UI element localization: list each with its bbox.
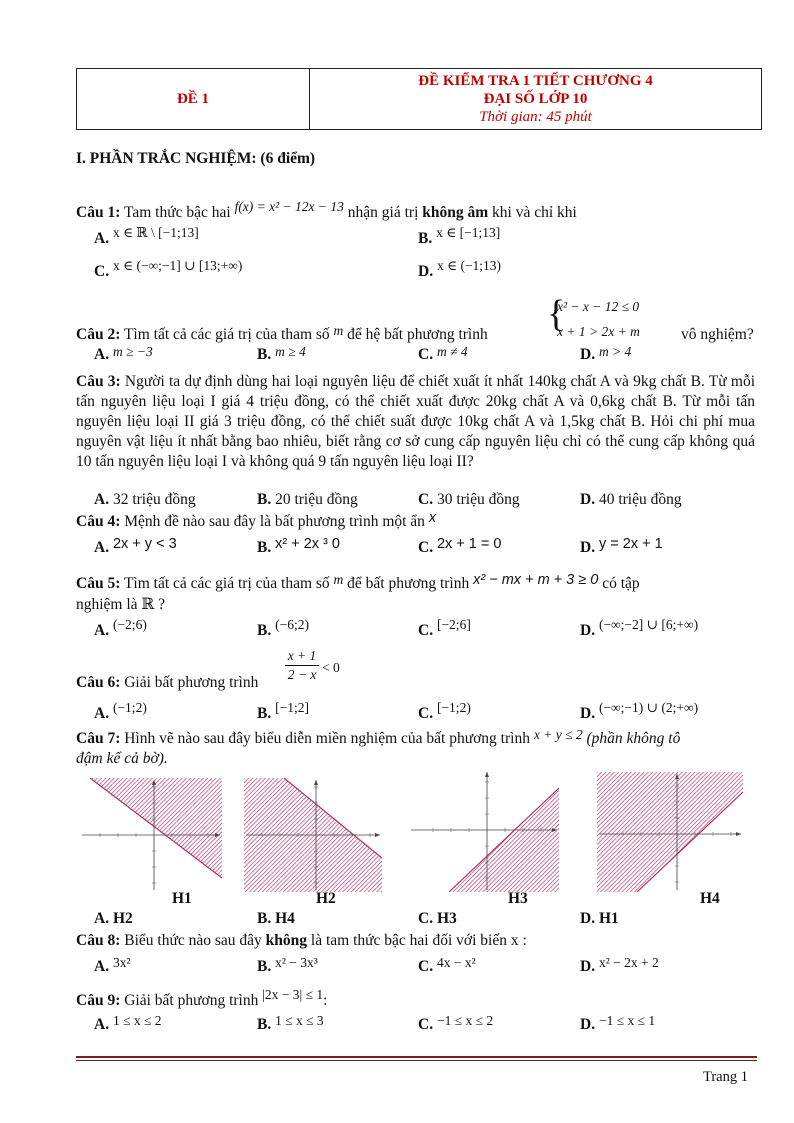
q2-text: Tìm tất cả các giá trị của tham số xyxy=(120,326,334,343)
question-3 xyxy=(76,372,755,472)
q8-label: Câu 8: xyxy=(76,932,121,949)
y-arrow-icon xyxy=(485,772,489,777)
q6-option-a-text: (−1;2) xyxy=(112,700,147,715)
q6-label: Câu 6: xyxy=(76,674,121,691)
q7-option-c-text: H3 xyxy=(436,910,457,927)
q2-tail: vô nghiệm? xyxy=(681,326,754,343)
q5-formula: x² − mx + m + 3 ≥ 0 xyxy=(473,572,599,588)
footer-rule-thin xyxy=(76,1060,757,1061)
graph-label-h3: H3 xyxy=(508,890,528,907)
q9-tail: : xyxy=(323,992,328,1009)
q7-option-b-text: H4 xyxy=(275,910,295,927)
q2-param: m xyxy=(333,323,344,338)
q9-option-d-text: −1 ≤ x ≤ 1 xyxy=(598,1013,656,1028)
q5-param: m xyxy=(333,572,344,587)
q9-formula: |2x − 3| ≤ 1 xyxy=(262,987,324,1002)
q2-option-c-text: m ≠ 4 xyxy=(436,344,468,359)
graph-h3 xyxy=(409,770,559,892)
q9-option-b-text: 1 ≤ x ≤ 3 xyxy=(275,1013,324,1028)
q5-tail: có tập xyxy=(598,575,640,592)
exam-title-cell xyxy=(310,69,762,130)
exam-title: ĐỀ KIỂM TRA 1 TIẾT CHƯƠNG 4 xyxy=(418,73,653,89)
footer-rule xyxy=(76,1056,757,1058)
q2-option-d-text: m > 4 xyxy=(598,344,632,359)
q2-option-d[interactable]: D. m > 4 xyxy=(580,344,632,363)
q1-bold: không âm xyxy=(422,204,489,221)
q7-note1: (phần không tô xyxy=(582,730,681,747)
q4-option-d-text: y = 2x + 1 xyxy=(598,536,663,552)
q4-option-b[interactable]: B. x² + 2x ³ 0 xyxy=(257,536,340,556)
q2-system-line2: x + 1 > 2x + m xyxy=(557,324,640,339)
q2-system-line1: x² − x − 12 ≤ 0 xyxy=(557,299,640,314)
q5-label: Câu 5: xyxy=(76,575,121,592)
q4-option-c-text: 2x + 1 = 0 xyxy=(436,536,502,552)
q5-option-c-text: [−2;6] xyxy=(436,617,471,632)
graph-h2 xyxy=(244,778,382,892)
q3-option-c[interactable]: C. 30 triệu đồng xyxy=(418,491,520,508)
q6-fraction xyxy=(285,648,319,683)
q1-label: Câu 1: xyxy=(76,204,121,221)
q9-text: Giải bất phương trình xyxy=(120,992,263,1009)
q6-denominator: 2 − x xyxy=(287,667,317,682)
q1-text-c: khi và chỉ khi xyxy=(488,204,577,221)
q2-option-b-text: m ≥ 4 xyxy=(275,344,306,359)
question-1 xyxy=(76,199,577,222)
q8-option-d[interactable]: D. x² − 2x + 2 xyxy=(580,955,659,975)
q1-text: Tam thức bậc hai xyxy=(120,204,235,221)
q4-text: Mệnh đề nào sau đây là bất phương trình một ẩn xyxy=(120,513,429,530)
x-arrow-icon xyxy=(736,832,741,836)
q5-option-d[interactable]: D. (−∞;−2] ∪ [6;+∞) xyxy=(580,617,699,639)
q1-option-d-text: x ∈ (−1;13) xyxy=(436,258,502,273)
q2-text-b: để hệ bất phương trình xyxy=(343,326,488,343)
q7-label: Câu 7: xyxy=(76,730,121,747)
q6-option-b-text: [−1;2] xyxy=(275,700,309,715)
q2-system xyxy=(547,293,640,344)
q2-option-b[interactable]: B. m ≥ 4 xyxy=(257,344,306,363)
q5-option-b[interactable]: B. (−6;2) xyxy=(257,617,309,639)
q6-option-d[interactable]: D. (−∞;−1) ∪ (2;+∞) xyxy=(580,700,699,722)
q3-option-c-text: 30 triệu đồng xyxy=(436,491,520,508)
q1-option-c-text: x ∈ (−∞;−1] ∪ [13;+∞) xyxy=(112,258,243,273)
q7-option-a[interactable]: A. H2 xyxy=(94,910,133,927)
q1-formula: f(x) = x² − 12x − 13 xyxy=(234,199,344,214)
hatched-region xyxy=(597,772,743,892)
q3-text: Người ta dự định dùng hai loại nguyên liệu để chiết xuất ít nhất 140kg chất A và 9kg chất B. Từ mỗi tấn nguyên liệu loại I giá 4 triệu đồng, có thể chiết xuất được 20kg chất A và 0,6kg chất B. Từ mỗi tấn nguyên liệu loại II giá 3 triệu đồng, có thể chiết suất được 10kg chất A và 1,5kg chất B. Hỏi chi phí mua nguyên vật liệu ít nhất bằng bao nhiêu, biết rằng cơ sở cung cấp nguyên liệu chỉ có thể cung cấp không quá 10 tấn nguyên liệu loại I và không quá 9 tấn nguyên liệu loại II? xyxy=(76,373,755,470)
q7-note2: đậm kể cả bờ). xyxy=(76,750,168,767)
q1-option-d[interactable]: D. x ∈ (−1;13) xyxy=(418,258,502,280)
q4-option-d[interactable]: D. y = 2x + 1 xyxy=(580,536,663,556)
y-arrow-icon xyxy=(314,780,318,785)
graph-h1 xyxy=(80,778,222,892)
q4-option-a[interactable]: A. 2x + y < 3 xyxy=(94,536,177,556)
q8-option-b[interactable]: B. x² − 3x³ xyxy=(257,955,318,975)
q4-option-b-text: x² + 2x ³ 0 xyxy=(275,536,340,552)
q5-line2: nghiệm là ℝ ? xyxy=(76,596,166,613)
q6-text: Giải bất phương trình xyxy=(120,674,259,691)
q5-option-d-text: (−∞;−2] ∪ [6;+∞) xyxy=(598,617,699,632)
q7-option-b[interactable]: B. H4 xyxy=(257,910,295,927)
q9-option-c[interactable]: C. −1 ≤ x ≤ 2 xyxy=(418,1013,494,1033)
q2-option-a[interactable]: A. m ≥ −3 xyxy=(94,344,153,363)
q1-option-b-text: x ∈ [−1;13] xyxy=(436,225,501,240)
q3-option-b-text: 20 triệu đồng xyxy=(275,491,358,508)
q5-option-b-text: (−6;2) xyxy=(275,617,309,632)
q4-option-a-text: 2x + y < 3 xyxy=(112,536,177,552)
q8-option-c-text: 4x − x² xyxy=(436,955,476,970)
q1-option-a-text: x ∈ ℝ \ [−1;13] xyxy=(112,225,199,240)
q4-label: Câu 4: xyxy=(76,513,121,530)
q4-var: x xyxy=(428,510,437,526)
q2-option-a-text: m ≥ −3 xyxy=(112,344,153,359)
q6-numerator: x + 1 xyxy=(287,648,317,663)
q9-option-c-text: −1 ≤ x ≤ 2 xyxy=(436,1013,494,1028)
question-5 xyxy=(76,574,755,594)
exam-time: Thời gian: 45 phút xyxy=(479,109,592,125)
q6-relation: < 0 xyxy=(322,660,340,675)
q2-option-c[interactable]: C. m ≠ 4 xyxy=(418,344,468,363)
question-2 xyxy=(76,323,488,344)
q1-option-c[interactable]: C. x ∈ (−∞;−1] ∪ [13;+∞) xyxy=(94,258,243,280)
q9-option-a-text: 1 ≤ x ≤ 2 xyxy=(112,1013,162,1028)
q7-formula: x + y ≤ 2 xyxy=(533,727,583,742)
section-title: I. PHẦN TRẮC NGHIỆM: (6 điểm) xyxy=(76,150,316,167)
q6-option-c-text: [−1;2) xyxy=(436,700,471,715)
q5-option-c[interactable]: C. [−2;6] xyxy=(418,617,471,639)
x-arrow-icon xyxy=(375,833,380,837)
q5-option-a[interactable]: A. (−2;6) xyxy=(94,617,147,639)
q7-option-c[interactable]: C. H3 xyxy=(418,910,457,927)
q1-option-a[interactable]: A. x ∈ ℝ \ [−1;13] xyxy=(94,225,199,247)
question-9 xyxy=(76,987,328,1010)
question-8 xyxy=(76,932,527,950)
question-7 xyxy=(76,727,681,748)
graph-h4 xyxy=(597,772,743,892)
q8-text-b: là tam thức bậc hai đối với biến x : xyxy=(307,932,527,949)
q8-option-b-text: x² − 3x³ xyxy=(275,955,318,970)
exam-code: ĐỀ 1 xyxy=(77,69,310,130)
q5-option-a-text: (−2;6) xyxy=(112,617,147,632)
q7-option-a-text: H2 xyxy=(112,910,133,927)
q8-option-d-text: x² − 2x + 2 xyxy=(598,955,659,970)
q1-text-b: nhận giá trị xyxy=(343,204,423,221)
question-4 xyxy=(76,510,437,531)
q3-label: Câu 3: xyxy=(76,373,121,390)
question-6 xyxy=(76,674,258,692)
q3-option-d[interactable]: D. 40 triệu đồng xyxy=(580,491,682,508)
page-number: Trang 1 xyxy=(703,1069,748,1085)
exam-header xyxy=(76,68,762,130)
q8-text-a: Biểu thức nào sau đây xyxy=(120,932,266,949)
q8-option-a[interactable]: A. 3x² xyxy=(94,955,131,975)
brace-icon: { xyxy=(547,293,566,335)
q9-option-b[interactable]: B. 1 ≤ x ≤ 3 xyxy=(257,1013,324,1033)
q8-option-a-text: 3x² xyxy=(112,955,131,970)
q3-option-d-text: 40 triệu đồng xyxy=(598,491,682,508)
graph-label-h2: H2 xyxy=(316,890,336,907)
q9-option-d[interactable]: D. −1 ≤ x ≤ 1 xyxy=(580,1013,656,1033)
q6-option-c[interactable]: C. [−1;2) xyxy=(418,700,471,722)
q5-text-b: để bất phương trình xyxy=(343,575,474,592)
q3-option-a-text: 32 triệu đồng xyxy=(112,491,196,508)
graph-label-h1: H1 xyxy=(172,890,192,907)
q6-option-b[interactable]: B. [−1;2] xyxy=(257,700,309,722)
q9-option-a[interactable]: A. 1 ≤ x ≤ 2 xyxy=(94,1013,162,1033)
q4-option-c[interactable]: C. 2x + 1 = 0 xyxy=(418,536,502,556)
q5-text: Tìm tất cả các giá trị của tham số xyxy=(120,575,334,592)
q2-label: Câu 2: xyxy=(76,326,121,343)
q9-label: Câu 9: xyxy=(76,992,121,1009)
q8-option-c[interactable]: C. 4x − x² xyxy=(418,955,476,975)
q7-option-d-text: H1 xyxy=(598,910,619,927)
q3-option-a[interactable]: A. 32 triệu đồng xyxy=(94,491,196,508)
graph-label-h4: H4 xyxy=(700,890,720,907)
q6-option-d-text: (−∞;−1) ∪ (2;+∞) xyxy=(598,700,699,715)
q1-option-b[interactable]: B. x ∈ [−1;13] xyxy=(418,225,501,247)
exam-subject: ĐẠI SỐ LỚP 10 xyxy=(483,91,588,107)
q6-option-a[interactable]: A. (−1;2) xyxy=(94,700,147,722)
q7-text: Hình vẽ nào sau đây biểu diễn miền nghiệm của bất phương trình xyxy=(120,730,534,747)
q3-option-b[interactable]: B. 20 triệu đồng xyxy=(257,491,358,508)
q8-bold: không xyxy=(265,932,308,949)
q7-option-d[interactable]: D. H1 xyxy=(580,910,619,927)
